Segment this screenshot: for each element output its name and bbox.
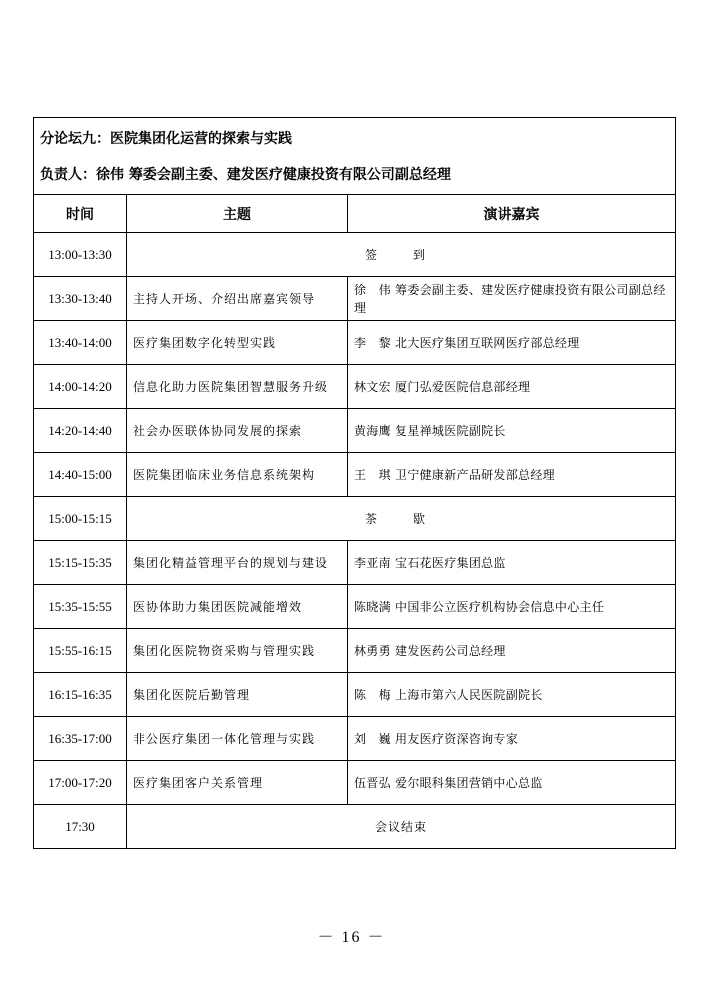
topic-cell: 医疗集团客户关系管理: [127, 761, 348, 805]
time-cell: 15:35-15:55: [34, 585, 127, 629]
speaker-cell: 陈晓满 中国非公立医疗机构协会信息中心主任: [348, 585, 676, 629]
session-note-cell: 签 到: [127, 233, 676, 277]
schedule-row: [34, 321, 676, 365]
topic-cell: 集团化医院后勤管理: [127, 673, 348, 717]
time-cell: 14:00-14:20: [34, 365, 127, 409]
time-cell: 15:15-15:35: [34, 541, 127, 585]
schedule-row: [34, 629, 676, 673]
forum-title: 分论坛九：医院集团化运营的探索与实践: [40, 131, 292, 147]
time-cell: 14:20-14:40: [34, 409, 127, 453]
session-note-cell: 会议结束: [127, 805, 676, 849]
speaker-cell: 陈 梅 上海市第六人民医院副院长: [348, 673, 676, 717]
forum-header: [34, 118, 676, 195]
topic-cell: 医院集团临床业务信息系统架构: [127, 453, 348, 497]
schedule-row: [34, 365, 676, 409]
time-cell: 14:40-15:00: [34, 453, 127, 497]
topic-cell: 集团化精益管理平台的规划与建设: [127, 541, 348, 585]
speaker-cell: 刘 巍 用友医疗资深咨询专家: [348, 717, 676, 761]
column-header-topic: 主题: [127, 195, 348, 233]
schedule-row: [34, 409, 676, 453]
topic-cell: 主持人开场、介绍出席嘉宾领导: [127, 277, 348, 321]
column-header-speaker: 演讲嘉宾: [348, 195, 676, 233]
time-cell: 17:30: [34, 805, 127, 849]
forum-schedule-table: [33, 117, 676, 849]
schedule-row: [34, 673, 676, 717]
schedule-row: [34, 717, 676, 761]
schedule-row: [34, 541, 676, 585]
topic-cell: 医疗集团数字化转型实践: [127, 321, 348, 365]
schedule-row: [34, 805, 676, 849]
schedule-row: [34, 453, 676, 497]
time-cell: 13:30-13:40: [34, 277, 127, 321]
topic-cell: 信息化助力医院集团智慧服务升级: [127, 365, 348, 409]
topic-cell: 社会办医联体协同发展的探索: [127, 409, 348, 453]
topic-cell: 医协体助力集团医院减能增效: [127, 585, 348, 629]
column-header-time: 时间: [34, 195, 127, 233]
schedule-row: [34, 585, 676, 629]
speaker-cell: 李亚南 宝石花医疗集团总监: [348, 541, 676, 585]
schedule-row: [34, 277, 676, 321]
speaker-cell: 王 琪 卫宁健康新产品研发部总经理: [348, 453, 676, 497]
time-cell: 15:55-16:15: [34, 629, 127, 673]
topic-cell: 非公医疗集团一体化管理与实践: [127, 717, 348, 761]
forum-lead: 负责人：徐伟 筹委会副主委、建发医疗健康投资有限公司副总经理: [40, 167, 451, 183]
time-cell: 17:00-17:20: [34, 761, 127, 805]
schedule-row: [34, 761, 676, 805]
speaker-cell: 林勇勇 建发医药公司总经理: [348, 629, 676, 673]
speaker-cell: 黄海鹰 复星禅城医院副院长: [348, 409, 676, 453]
schedule-row: [34, 233, 676, 277]
time-cell: 13:40-14:00: [34, 321, 127, 365]
time-cell: 13:00-13:30: [34, 233, 127, 277]
time-cell: 16:15-16:35: [34, 673, 127, 717]
page-number: － 16 －: [317, 929, 386, 946]
speaker-cell: 伍晋弘 爱尔眼科集团营销中心总监: [348, 761, 676, 805]
speaker-cell: 林文宏 厦门弘爱医院信息部经理: [348, 365, 676, 409]
schedule-row: [34, 497, 676, 541]
session-note-cell: 茶 歇: [127, 497, 676, 541]
speaker-cell: 徐 伟 筹委会副主委、建发医疗健康投资有限公司副总经理: [348, 277, 676, 321]
topic-cell: 集团化医院物资采购与管理实践: [127, 629, 348, 673]
time-cell: 16:35-17:00: [34, 717, 127, 761]
time-cell: 15:00-15:15: [34, 497, 127, 541]
speaker-cell: 李 黎 北大医疗集团互联网医疗部总经理: [348, 321, 676, 365]
